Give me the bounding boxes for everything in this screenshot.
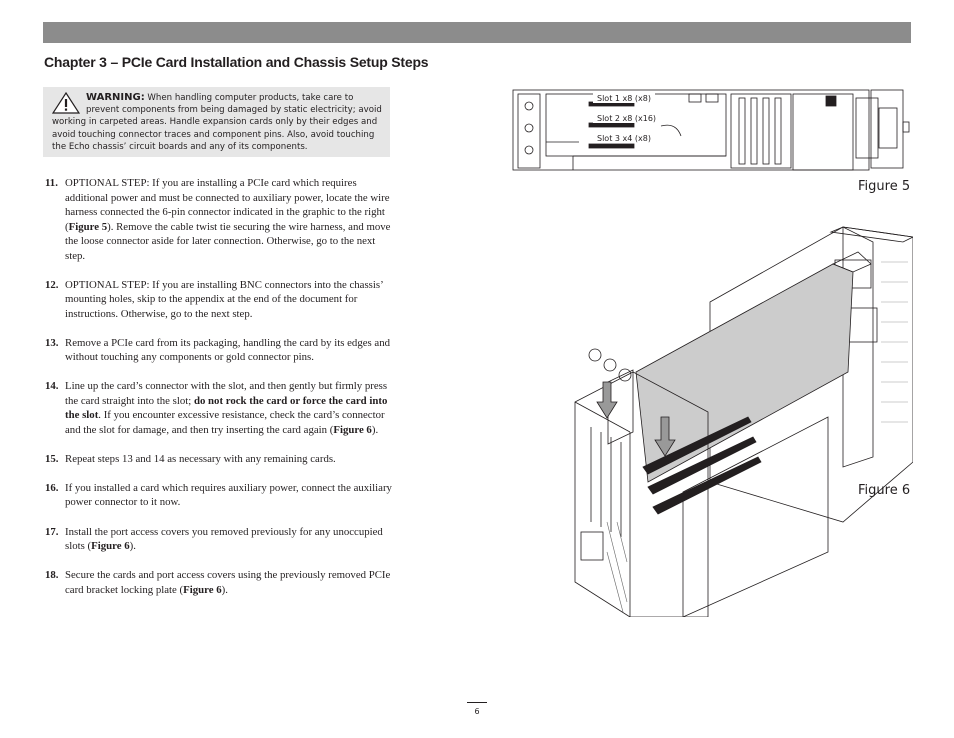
step-text: Secure the cards and port access covers using the previously removed PCIe card bracket locking plate ( xyxy=(65,569,391,596)
slot-2-label: Slot 2 x8 (x16) xyxy=(597,114,657,123)
step-number: 14. xyxy=(45,380,59,393)
step-text: ). xyxy=(371,423,379,436)
warning-text: When handling computer products, take care to prevent components from being damaged by static electricity; avoid working in carpeted areas. Handle expansion cards only by their edges and avoid touching connector traces and component pins. Also, avoid touching the Echo chassis’ circuit boards and any of its components. xyxy=(52,93,382,152)
step-text: ). xyxy=(221,583,228,596)
step-number: 17. xyxy=(45,525,59,538)
step-emphasis: do not rock the card or force the card into the slot xyxy=(65,394,388,422)
warning-title: WARNING: xyxy=(86,92,145,103)
steps-list xyxy=(45,176,393,612)
page-number: 6 xyxy=(474,707,480,716)
figure-6-image xyxy=(573,222,913,617)
step-emphasis: Figure 6 xyxy=(333,423,372,436)
step-emphasis: Figure 6 xyxy=(183,583,222,596)
step-text: Repeat steps 13 and 14 as necessary with any remaining cards. xyxy=(65,452,336,465)
slot-1-label: Slot 1 x8 (x8) xyxy=(597,94,651,103)
step-item xyxy=(45,481,393,510)
header-bar xyxy=(43,22,911,43)
step-emphasis: Figure 5 xyxy=(68,220,108,233)
step-item xyxy=(45,336,393,365)
step-text: Install the port access covers you removed previously for any unoccupied slots ( xyxy=(65,525,383,553)
step-text: ). xyxy=(129,540,136,553)
warning-box xyxy=(43,87,390,157)
step-number: 11. xyxy=(45,177,58,189)
figure-5-labels xyxy=(511,86,911,174)
step-text: If you installed a card which requires auxiliary power, connect the auxiliary power connector to it now. xyxy=(65,481,392,509)
step-text: OPTIONAL STEP: If you are installing BNC connectors into the chassis’ mounting holes, skip to the appendix at the end of the document for instructions. Otherwise, go to the next step. xyxy=(65,278,383,320)
slot-3-label: Slot 3 x4 (x8) xyxy=(597,134,651,143)
step-number: 13. xyxy=(45,336,59,349)
step-item xyxy=(45,379,393,437)
step-item xyxy=(45,525,393,554)
footer-rule xyxy=(467,702,487,703)
step-number: 18. xyxy=(45,569,59,582)
step-text: ). Remove the cable twist tie securing the wire harness, and move the loose connector aside for later connection. Otherwise, go to the next step. xyxy=(65,220,391,262)
step-item xyxy=(45,278,393,322)
step-number: 16. xyxy=(45,481,59,494)
step-item xyxy=(45,176,393,263)
figure-5-caption: Figure 5 xyxy=(858,179,911,194)
figure-6-caption: Figure 6 xyxy=(858,483,911,498)
step-emphasis: Figure 6 xyxy=(91,540,130,553)
chapter-title: Chapter 3 – PCIe Card Installation and Chassis Setup Steps xyxy=(44,54,429,70)
step-item xyxy=(45,452,393,467)
step-text: OPTIONAL STEP: If you are installing a PCIe card which requires additional power and must be connected to auxiliary power, locate the wire harness connected the 6-pin connector indicated in the graphic to the right ( xyxy=(65,177,390,233)
step-number: 12. xyxy=(45,278,59,291)
warning-triangle-icon xyxy=(52,92,80,114)
step-item xyxy=(45,568,393,597)
step-number: 15. xyxy=(45,452,59,465)
step-text: Remove a PCIe card from its packaging, handling the card by its edges and without touching any components or gold connector pins. xyxy=(65,336,391,364)
step-text: Line up the card’s connector with the slot, and then gently but firmly press the card straight into the slot; xyxy=(65,380,388,407)
step-text: . If you encounter excessive resistance, check the card’s connector and the slot for damage, and then try inserting the card again ( xyxy=(65,409,385,436)
